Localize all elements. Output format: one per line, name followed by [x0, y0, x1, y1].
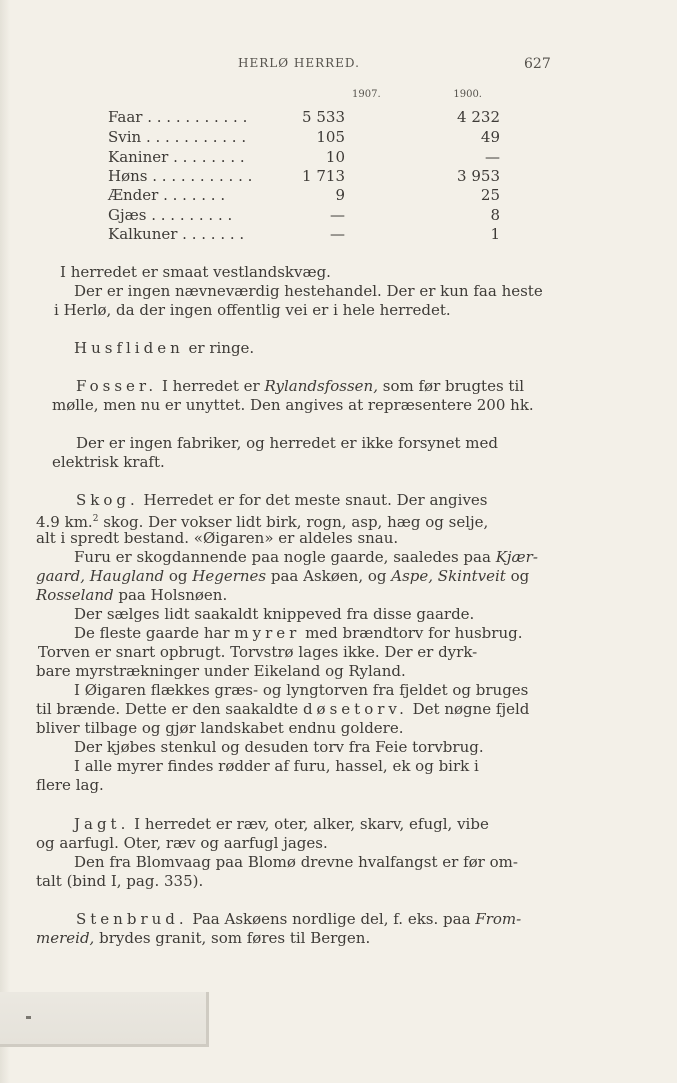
paragraph-furu-line1: Furu er skogdannende paa nogle gaarde, saaledes paa Kjær- [74, 548, 538, 566]
row-label: Ænder . . . . . . . [108, 186, 226, 204]
value-1900: 49 [480, 128, 500, 146]
paragraph-oigaren-line2: til brænde. Dette er den saakaldte døsetorv. Det nøgne fjeld [36, 700, 530, 718]
paragraph-myrer-line1: De fleste gaarde har myrer med brændtorv for husbrug. [74, 624, 523, 642]
table-row [108, 185, 500, 205]
scan-mark [26, 1016, 31, 1019]
value-1900: 4 232 [457, 108, 500, 126]
paragraph-myrer-line2: Torven er snart opbrugt. Torvstrø lages ikke. Der er dyrk- [38, 643, 478, 661]
value-1900: 8 [490, 206, 500, 224]
paragraph-jagt-line2: og aarfugl. Oter, ræv og aarfugl jages. [36, 834, 328, 852]
paragraph-stenbrud-line2: mereid, brydes granit, som føres til Bergen. [36, 929, 371, 947]
table-row [108, 205, 500, 225]
value-1900: 25 [480, 186, 500, 204]
paragraph-skog-line2: 4.9 km.$^2$ skog. Der vokser lidt birk, rogn, asp, hæg og selje, [36, 513, 489, 531]
value-1907: 10 [325, 148, 345, 166]
section-head-skog: Skog. [76, 491, 139, 509]
value-1900: 1 [490, 225, 500, 243]
paragraph-skog-line3: alt i spredt bestand. «Øigaren» er aldeles snau. [36, 529, 399, 547]
section-head-jagt: Jagt. [74, 815, 130, 833]
paragraph-hvalfangst-line1: Den fra Blomvaag paa Blomø drevne hvalfangst er før om- [74, 853, 518, 871]
paragraph-fosser-line2: mølle, men nu er unyttet. Den angives at repræsentere 200 hk. [52, 396, 534, 414]
scan-paper-clip [0, 992, 209, 1047]
paragraph-rodder-line1: I alle myrer findes rødder af furu, hassel, ek og birk i [74, 757, 479, 775]
row-label: Gjæs . . . . . . . . . [108, 206, 233, 224]
section-head-fosser: Fosser. [76, 377, 158, 395]
paragraph-hvalfangst-line2: talt (bind I, pag. 335). [36, 872, 204, 890]
paragraph-rodder-line2: flere lag. [36, 776, 104, 794]
value-1907: — [330, 225, 345, 243]
paragraph-fabriker-line2: elektrisk kraft. [52, 453, 165, 471]
section-head-stenbrud: Stenbrud. [76, 910, 188, 928]
paragraph-stenbrud-line1: Stenbrud. Paa Askøens nordlige del, f. eks. paa From- [76, 910, 522, 928]
paragraph-myrer-line3: bare myrstrækninger under Eikeland og Ryland. [36, 662, 406, 680]
row-label: Svin . . . . . . . . . . . [108, 128, 247, 146]
paragraph-stenkul: Der kjøbes stenkul og desuden torv fra Feie torvbrug. [74, 738, 484, 756]
paragraph-knippeved: Der sælges lidt saakaldt knippeved fra disse gaarde. [74, 605, 475, 623]
row-label: Høns . . . . . . . . . . . [108, 167, 253, 185]
value-1900: 3 953 [457, 167, 500, 185]
row-label: Kaniner . . . . . . . . [108, 148, 245, 166]
section-head-husfliden: Husfliden [74, 339, 184, 357]
paragraph-oigaren-line1: I Øigaren flækkes græs- og lyngtorven fra fjeldet og bruges [74, 681, 529, 699]
paragraph-jagt-line1: Jagt. I herredet er ræv, oter, alker, skarv, efugl, vibe [74, 815, 489, 833]
paragraph-furu-line3: Rosseland paa Holsnøen. [36, 586, 228, 604]
value-1907: — [330, 206, 345, 224]
table-row [108, 127, 500, 147]
table-row [108, 224, 500, 244]
running-header-title: HERLØ HERRED. [238, 56, 360, 70]
paragraph-fosser-line1: Fosser. I herredet er Rylandsfossen, som før brugtes til [76, 377, 525, 395]
row-label: Kalkuner . . . . . . . [108, 225, 245, 243]
paragraph-fabriker-line1: Der er ingen fabriker, og herredet er ikke forsynet med [76, 434, 498, 452]
table-row [108, 147, 500, 167]
year-column-1900: 1900. [453, 89, 482, 100]
paragraph-horses-line2: i Herlø, da der ingen offentlig vei er i hele herredet. [54, 301, 451, 319]
paragraph-oigaren-line3: bliver tilbage og gjør landskabet endnu goldere. [36, 719, 404, 737]
row-label: Faar . . . . . . . . . . . [108, 108, 248, 126]
paragraph-furu-line2: gaard, Haugland og Hegernes paa Askøen, og Aspe, Skintveit og [36, 567, 530, 585]
value-1907: 1 713 [302, 167, 345, 185]
year-column-1907: 1907. [352, 89, 381, 100]
page-number: 627 [524, 56, 551, 72]
table-row [108, 107, 500, 127]
value-1907: 5 533 [302, 108, 345, 126]
value-1900: — [485, 148, 500, 166]
value-1907: 105 [316, 128, 345, 146]
value-1907: 9 [335, 186, 345, 204]
paragraph-cattle: I herredet er smaat vestlandskvæg. [60, 263, 331, 281]
paragraph-horses-line1: Der er ingen nævneværdig hestehandel. Der er kun faa heste [74, 282, 543, 300]
page-edge-shadow [0, 0, 10, 1083]
table-row [108, 166, 500, 186]
paragraph-husfliden: Husfliden er ringe. [74, 339, 255, 357]
paragraph-skog-line1: Skog. Herredet er for det meste snaut. Der angives [76, 491, 488, 509]
